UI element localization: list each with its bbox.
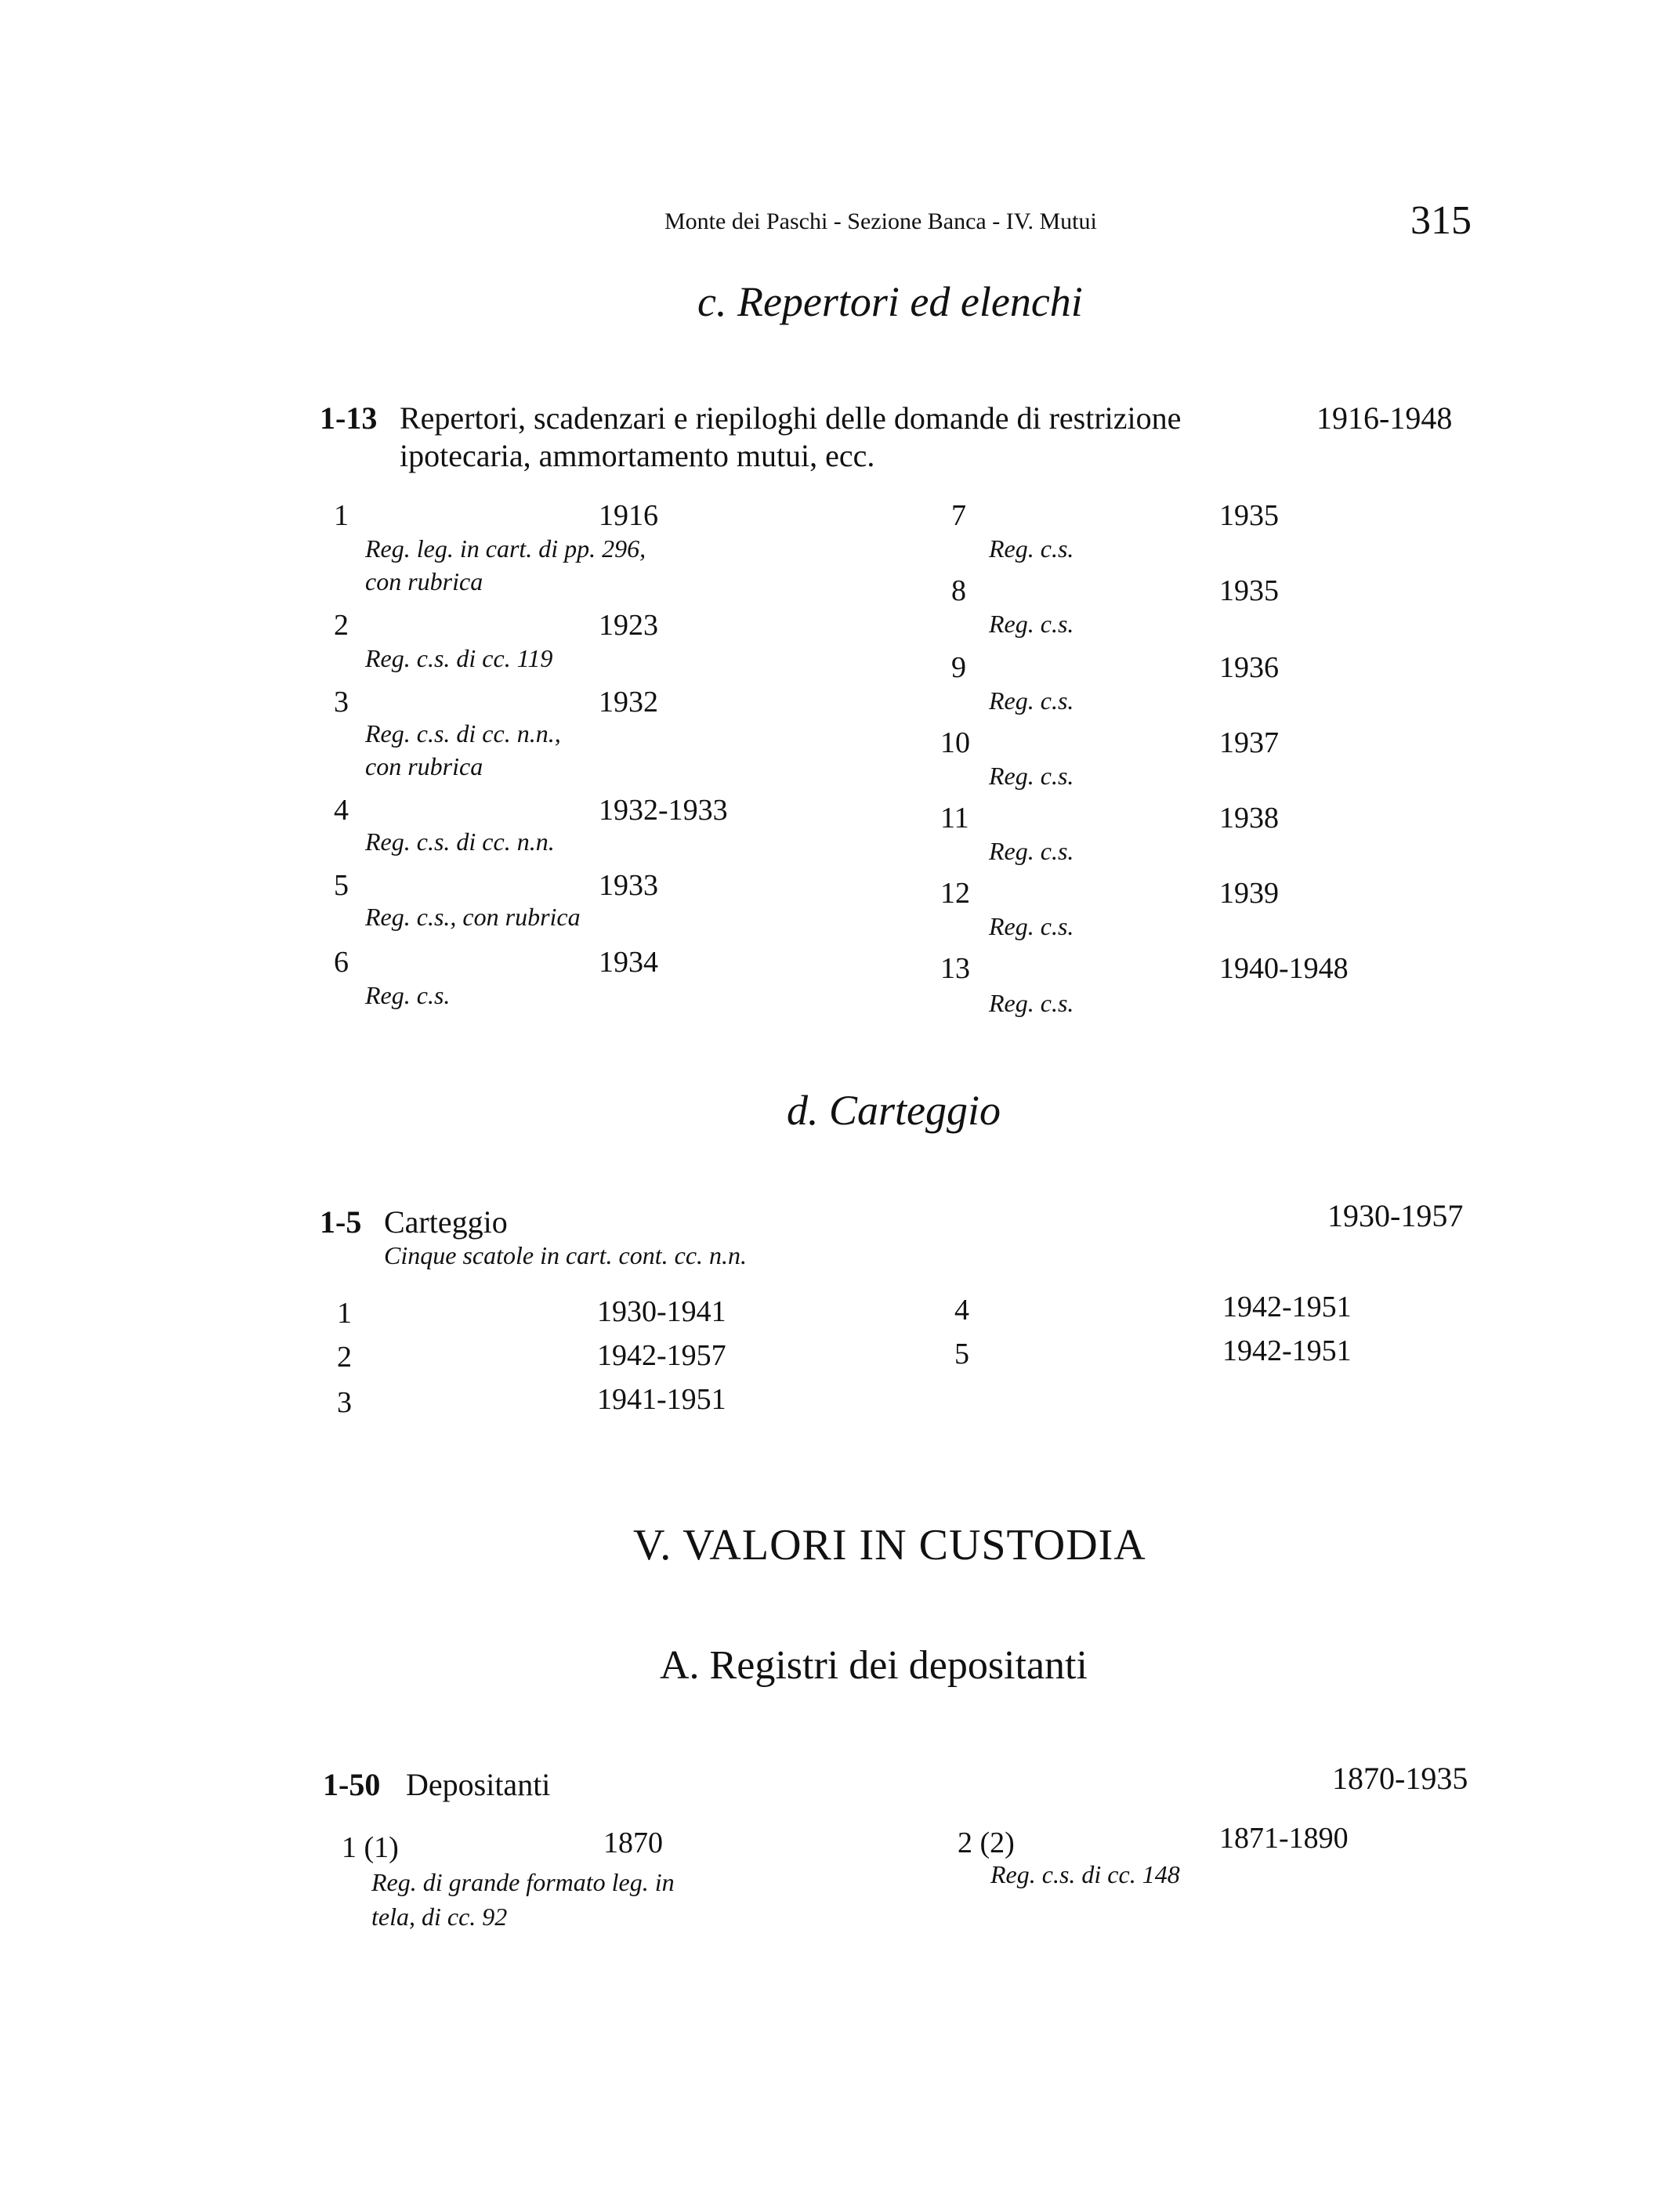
item-note: Reg. c.s. di cc. 148 bbox=[990, 1860, 1180, 1888]
item-year: 1942-1951 bbox=[1222, 1291, 1352, 1323]
item-number: 2 bbox=[334, 609, 349, 642]
item-note: Reg. c.s. bbox=[989, 686, 1074, 715]
running-title: Monte dei Paschi - Sezione Banca - IV. Mutui bbox=[664, 208, 1097, 234]
item-note: Reg. c.s. bbox=[989, 912, 1074, 940]
item-note: Reg. c.s., con rubrica bbox=[365, 903, 581, 931]
item-number: 5 bbox=[334, 869, 349, 902]
item-year: 1932-1933 bbox=[599, 794, 728, 827]
entry-range: 1-50 bbox=[323, 1767, 381, 1802]
item-year: 1933 bbox=[599, 869, 658, 902]
item-year: 1935 bbox=[1219, 499, 1279, 532]
item-note: con rubrica bbox=[365, 752, 483, 780]
item-note: con rubrica bbox=[365, 567, 483, 596]
entry-range: 1-13 bbox=[320, 400, 378, 436]
item-year: 1942-1957 bbox=[597, 1339, 726, 1372]
entry-dates: 1916-1948 bbox=[1316, 400, 1453, 436]
item-number: 3 bbox=[334, 686, 349, 719]
item-number: 13 bbox=[940, 952, 970, 985]
item-year: 1930-1941 bbox=[597, 1295, 726, 1328]
item-number: 1 bbox=[337, 1297, 352, 1330]
entry-range: 1-5 bbox=[320, 1204, 362, 1240]
item-note: Reg. c.s. di cc. n.n., bbox=[365, 719, 561, 748]
item-number: 9 bbox=[951, 651, 966, 684]
item-year: 1916 bbox=[599, 499, 658, 532]
item-number: 2 (2) bbox=[958, 1827, 1015, 1859]
item-note: Reg. c.s. bbox=[989, 610, 1074, 638]
item-number: 1 bbox=[334, 499, 349, 532]
item-number: 2 bbox=[337, 1341, 352, 1374]
item-year: 1934 bbox=[599, 946, 658, 979]
item-number: 1 (1) bbox=[342, 1831, 399, 1864]
entry-description: Carteggio bbox=[384, 1204, 508, 1240]
item-note: Reg. c.s. di cc. 119 bbox=[365, 644, 553, 672]
item-number: 4 bbox=[954, 1294, 969, 1327]
item-year: 1937 bbox=[1219, 726, 1279, 759]
item-year: 1932 bbox=[599, 686, 658, 719]
item-note: Reg. c.s. bbox=[989, 989, 1074, 1017]
entry-description: Depositanti bbox=[406, 1767, 551, 1802]
item-year: 1870 bbox=[603, 1827, 663, 1859]
item-note: Reg. di grande formato leg. in bbox=[371, 1868, 675, 1896]
item-number: 5 bbox=[954, 1338, 969, 1370]
item-year: 1923 bbox=[599, 609, 658, 642]
item-note: Reg. c.s. bbox=[989, 762, 1074, 790]
item-number: 7 bbox=[951, 499, 966, 532]
entry-note: Cinque scatole in cart. cont. cc. n.n. bbox=[384, 1241, 748, 1269]
item-year: 1940-1948 bbox=[1219, 952, 1349, 985]
section-v-subtitle: A. Registri dei depositanti bbox=[660, 1643, 1088, 1688]
page-number: 315 bbox=[1410, 198, 1472, 243]
item-year: 1939 bbox=[1219, 877, 1279, 910]
item-year: 1871-1890 bbox=[1219, 1822, 1349, 1855]
section-c-title: c. Repertori ed elenchi bbox=[697, 278, 1083, 325]
item-year: 1942-1951 bbox=[1222, 1334, 1352, 1367]
item-note: tela, di cc. 92 bbox=[371, 1903, 508, 1931]
item-number: 12 bbox=[940, 877, 970, 910]
item-note: Reg. c.s. bbox=[989, 837, 1074, 865]
item-number: 4 bbox=[334, 794, 349, 827]
item-number: 3 bbox=[337, 1386, 352, 1419]
item-note: Reg. c.s. bbox=[365, 981, 451, 1009]
section-v-title: V. VALORI IN CUSTODIA bbox=[633, 1521, 1146, 1569]
item-year: 1938 bbox=[1219, 802, 1279, 835]
item-number: 10 bbox=[940, 726, 970, 759]
entry-dates: 1930-1957 bbox=[1327, 1198, 1464, 1233]
item-note: Reg. leg. in cart. di pp. 296, bbox=[365, 534, 646, 563]
item-note: Reg. c.s. bbox=[989, 534, 1074, 563]
entry-description: Repertori, scadenzari e riepiloghi delle domande di restrizione bbox=[400, 400, 1182, 436]
item-note: Reg. c.s. di cc. n.n. bbox=[365, 827, 555, 856]
item-number: 6 bbox=[334, 946, 349, 979]
section-d-title: d. Carteggio bbox=[787, 1087, 1001, 1134]
item-year: 1941-1951 bbox=[597, 1383, 726, 1416]
entry-description-cont: ipotecaria, ammortamento mutui, ecc. bbox=[400, 438, 875, 473]
item-year: 1936 bbox=[1219, 651, 1279, 684]
item-number: 8 bbox=[951, 574, 966, 607]
entry-dates: 1870-1935 bbox=[1332, 1761, 1468, 1796]
item-number: 11 bbox=[940, 802, 969, 835]
item-year: 1935 bbox=[1219, 574, 1279, 607]
